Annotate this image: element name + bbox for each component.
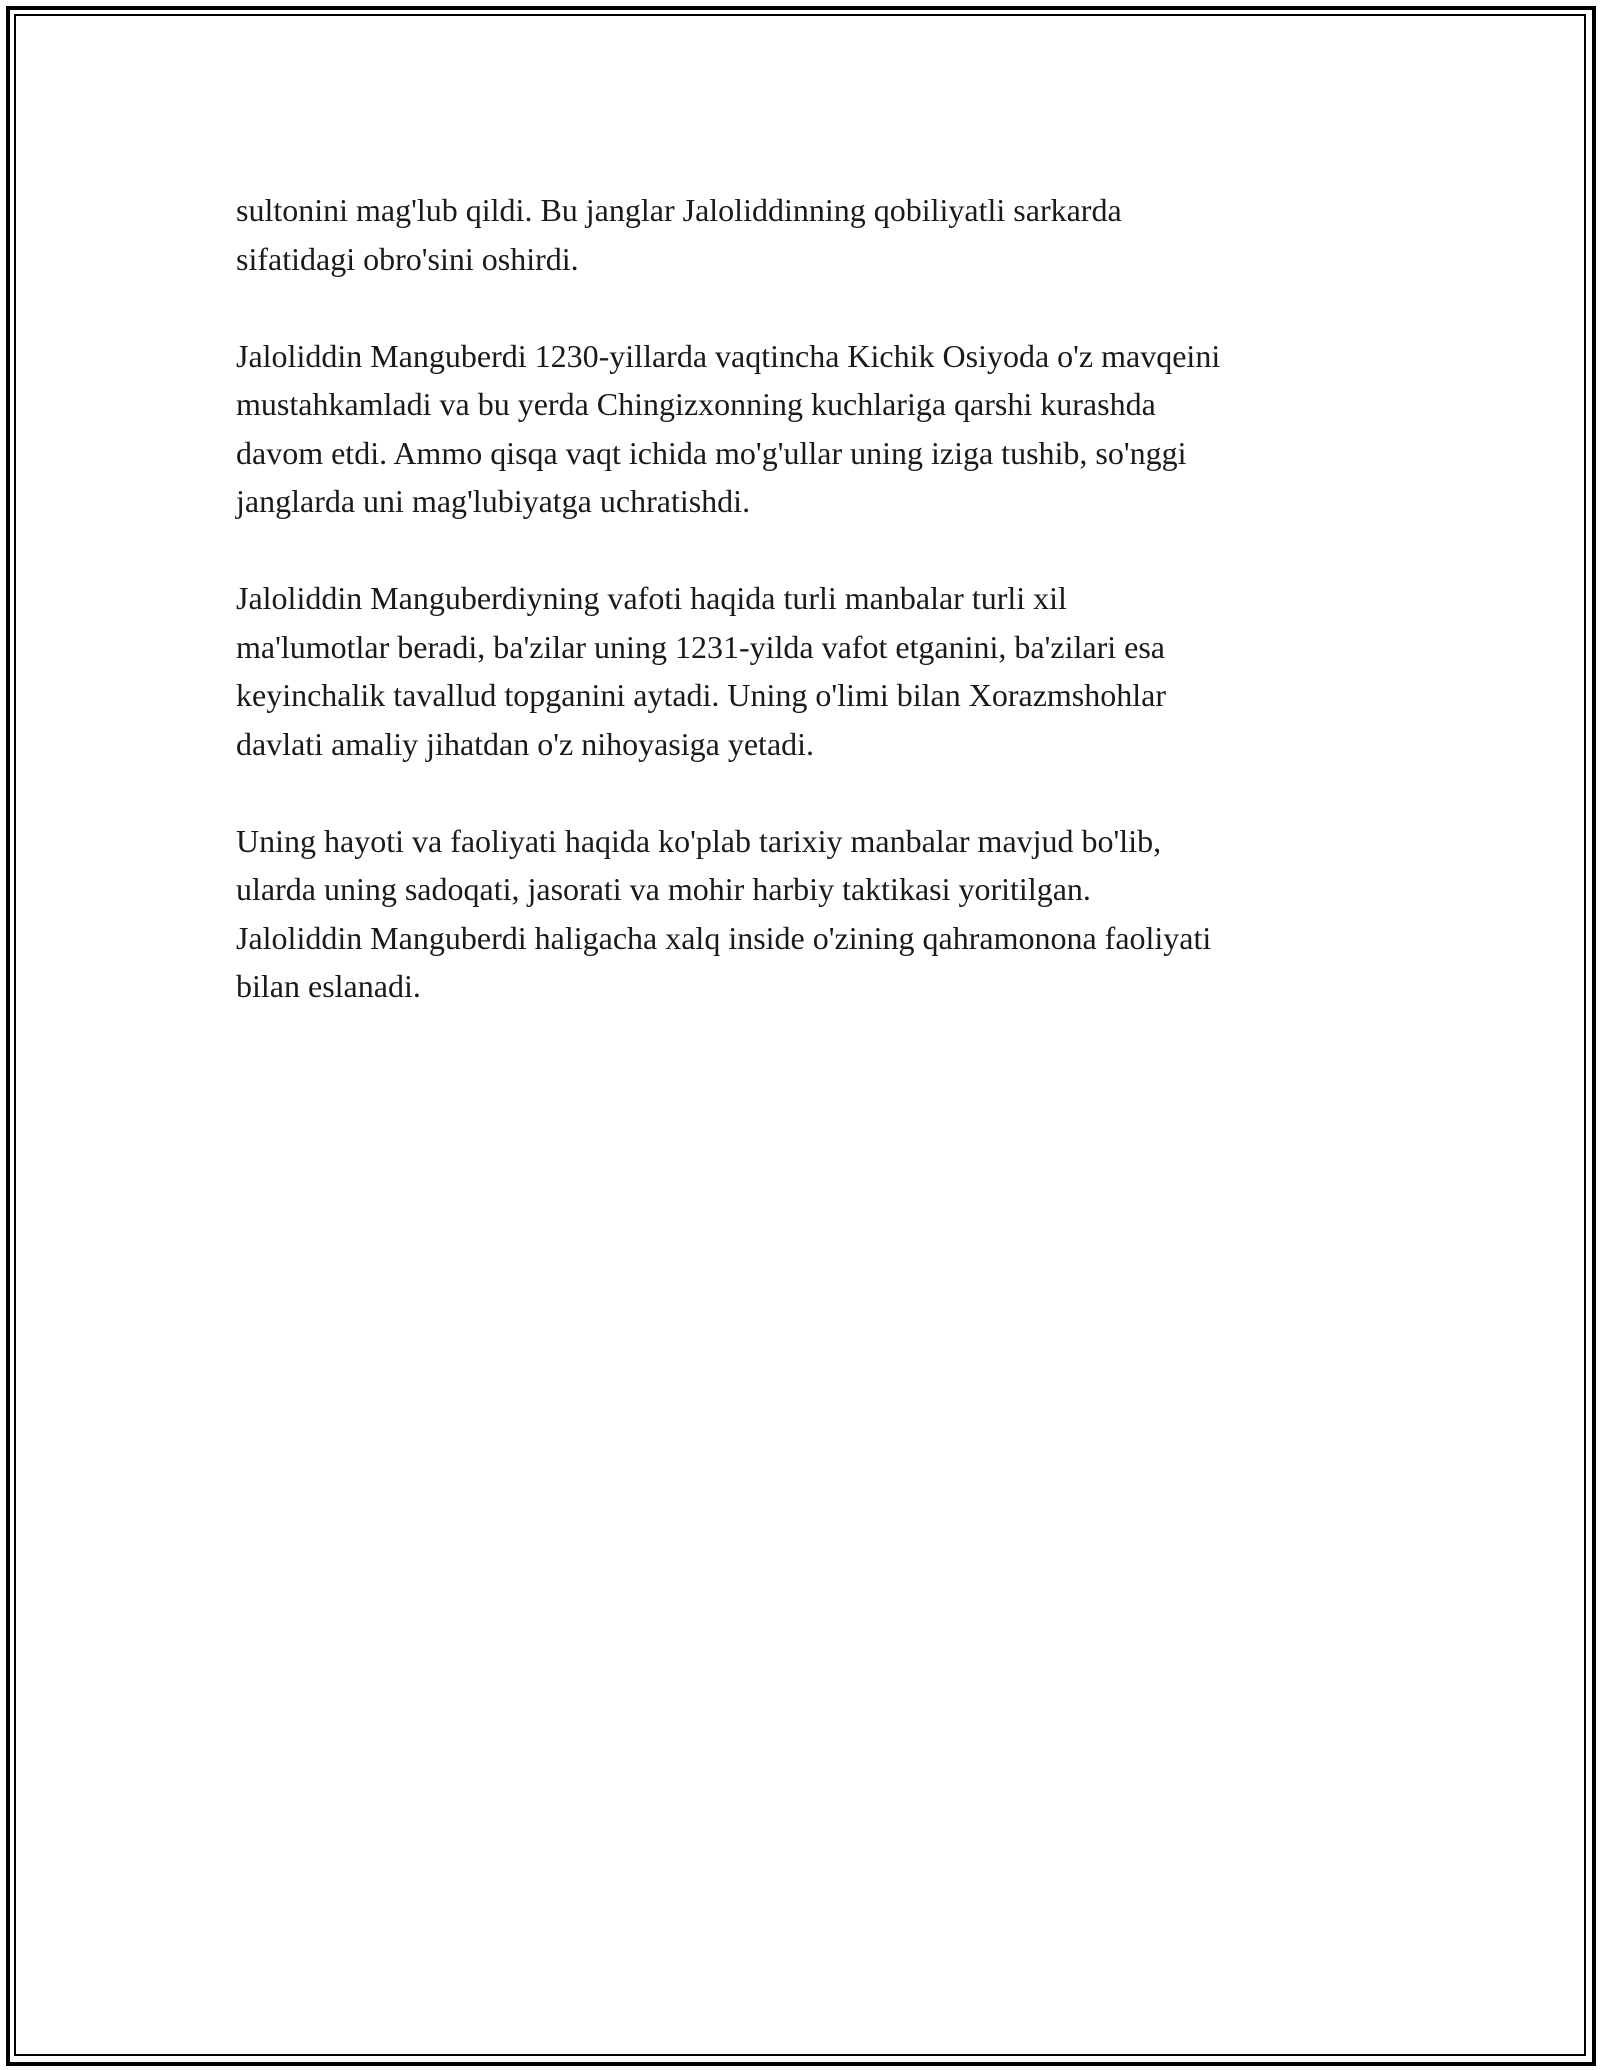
text-line: Uning hayoti va faoliyati haqida ko'plab tarixiy manbalar mavjud bo'lib,	[236, 822, 1162, 859]
text-line: mustahkamladi va bu yerda Chingizxonning kuchlariga qarshi kurashda	[236, 386, 1156, 422]
text-line: davlati amaliy jihatdan o'z nihoyasiga yetadi.	[236, 725, 815, 762]
text-line: davom etdi. Ammo qisqa vaqt ichida mo'g'ullar uning iziga tushib, so'nggi	[236, 434, 1187, 471]
text-line: Jaloliddin Manguberdi haligacha xalq inside o'zining qahramonona faoliyati	[236, 919, 1212, 956]
paragraph	[236, 332, 1396, 526]
text-line: ularda uning sadoqati, jasorati va mohir harbiy taktikasi yoritilgan.	[236, 871, 1091, 907]
text-line: keyinchalik tavallud topganini aytadi. Uning o'limi bilan Xorazmshohlar	[236, 677, 1166, 713]
text-line: bilan eslanadi.	[236, 968, 421, 1004]
paragraph	[236, 186, 1396, 283]
paragraph	[236, 817, 1396, 1011]
text-line: sultonini mag'lub qildi. Bu janglar Jaloliddinning qobiliyatli sarkarda	[236, 192, 1122, 228]
text-line: janglarda uni mag'lubiyatga uchratishdi.	[236, 483, 751, 519]
text-line: sifatidagi obro'sini oshirdi.	[236, 240, 579, 277]
text-line: ma'lumotlar beradi, ba'zilar uning 1231-yilda vafot etganini, ba'zilari esa	[236, 628, 1165, 665]
text-line: Jaloliddin Manguberdi 1230-yillarda vaqtincha Kichik Osiyoda o'z mavqeini	[236, 337, 1221, 374]
paragraph	[236, 574, 1396, 768]
document-body	[236, 186, 1396, 1059]
text-line: Jaloliddin Manguberdiyning vafoti haqida turli manbalar turli xil	[236, 580, 1067, 616]
